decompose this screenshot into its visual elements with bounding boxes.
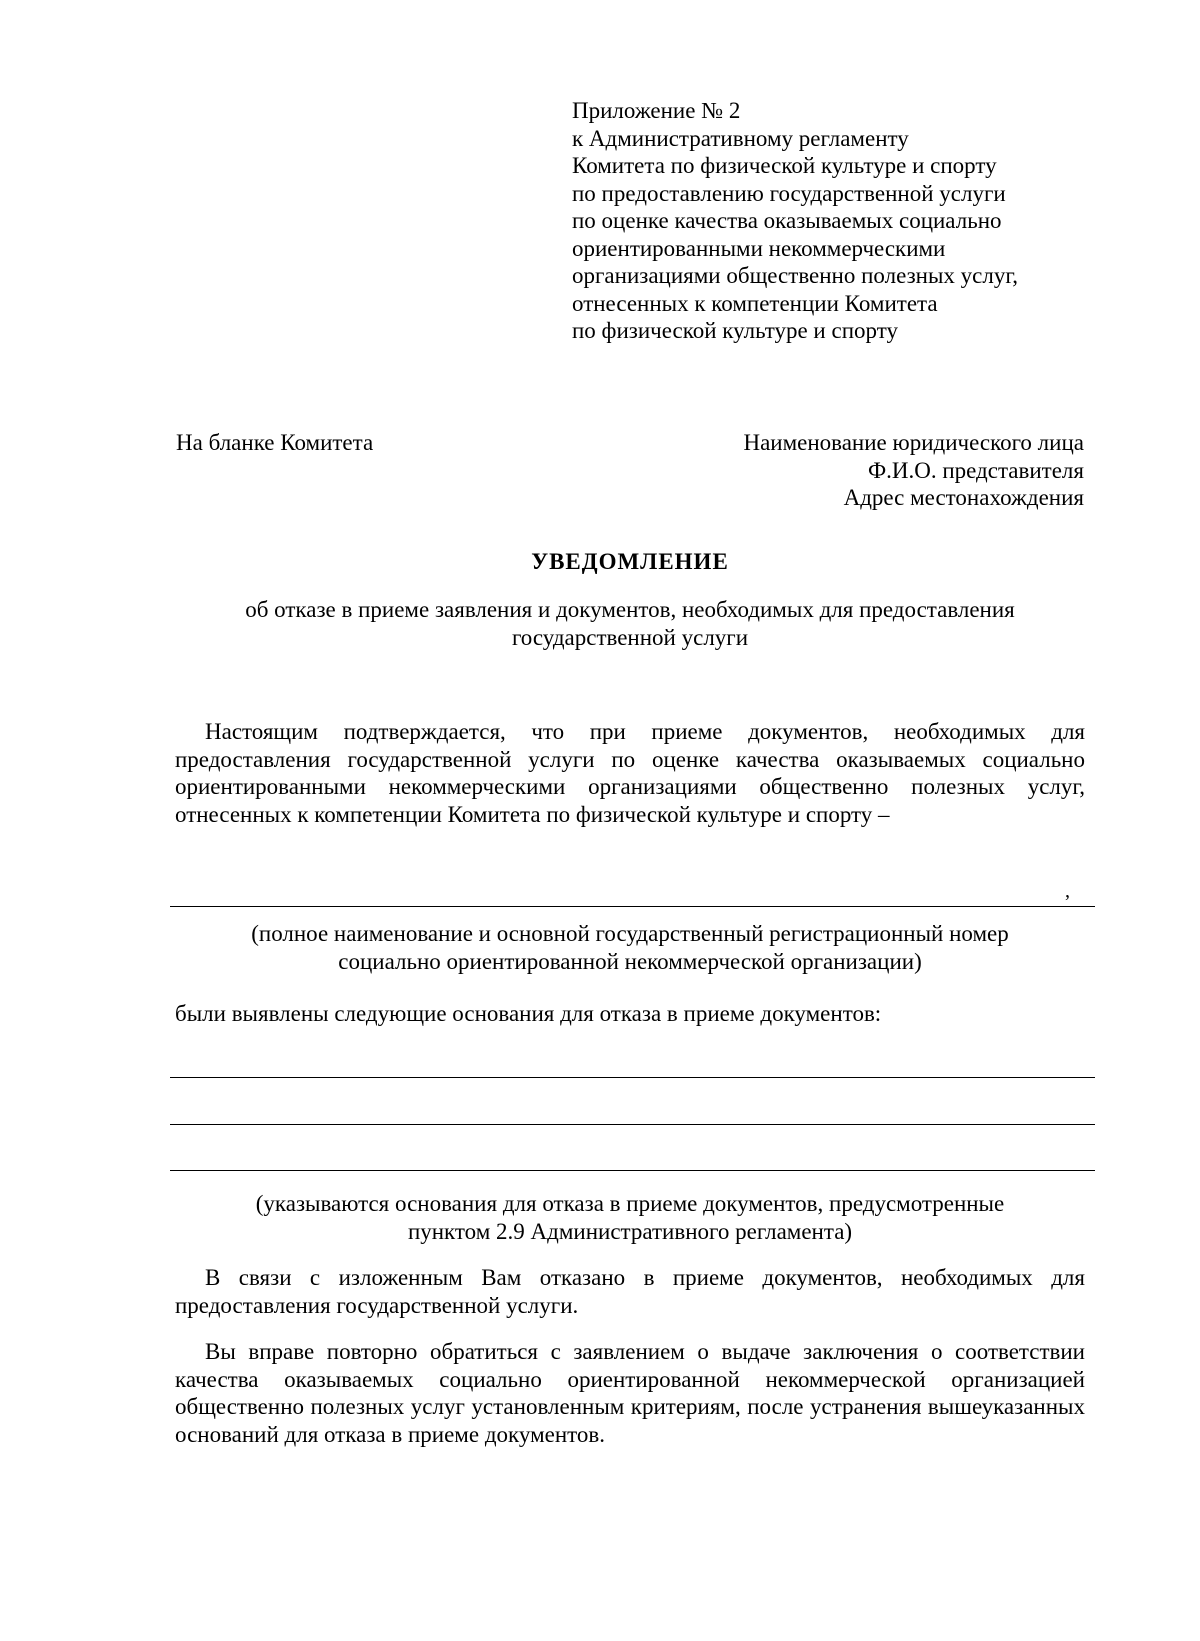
grounds-intro: были выявлены следующие основания для отказа в приеме документов: — [175, 1001, 882, 1026]
hint-line: (указываются основания для отказа в приеме документов, предусмотренные — [255, 1191, 1005, 1216]
grounds-hint — [150, 1190, 1110, 1246]
appendix-line: Приложение № 2 — [572, 98, 741, 123]
appendix-line: ориентированными некоммерческими — [572, 235, 946, 261]
hint-line: (полное наименование и основной государственный регистрационный номер — [251, 921, 1009, 946]
document-subtitle — [200, 596, 1060, 652]
appendix-line: по физической культуре и спорту — [572, 318, 898, 343]
addressee-line: Адрес местонахождения — [843, 485, 1084, 510]
addressee-block — [743, 429, 1084, 512]
subtitle-line: государственной услуги — [511, 625, 749, 650]
appendix-line: к Административному регламенту — [572, 125, 909, 151]
hint-line: пунктом 2.9 Административного регламента) — [407, 1219, 853, 1244]
addressee-line: Наименование юридического лица — [743, 430, 1084, 455]
confirmation-paragraph: Настоящим подтверждается, что при приеме документов, необходимых для предоставления государственной услуги по оценке качества оказываемых социально ориентированными некоммерческими организациями общественно полезных услуг, отнесенных к компетенции Комитета по физической культуре и спорту – — [175, 719, 1085, 827]
subtitle-line: об отказе в приеме заявления и документов, необходимых для предоставления — [245, 597, 1015, 622]
appendix-header — [572, 97, 1018, 345]
appendix-line: организациями общественно полезных услуг, — [572, 263, 1018, 288]
appendix-line: отнесенных к компетенции Комитета — [572, 290, 938, 316]
hint-line: социально ориентированной некоммерческой организации) — [338, 949, 922, 974]
letterhead-note: На бланке Комитета — [176, 430, 374, 455]
document-title: УВЕДОМЛЕНИЕ — [531, 549, 729, 574]
refusal-paragraph: В связи с изложенным Вам отказано в приеме документов, необходимых для предоставления государственной услуги. — [175, 1265, 1085, 1318]
org-name-hint — [150, 920, 1110, 976]
fill-in-line-org-name — [170, 906, 1095, 907]
appendix-line: по оценке качества оказываемых социально — [572, 208, 1002, 233]
line-comma: , — [1065, 880, 1070, 902]
appendix-line: Комитета по физической культуре и спорту — [572, 153, 997, 178]
fill-in-line-grounds — [170, 1077, 1095, 1078]
fill-in-line-grounds — [170, 1170, 1095, 1171]
reapply-paragraph: Вы вправе повторно обратиться с заявлением о выдаче заключения о соответствии качества оказываемых социально ориентированной некоммерческой организацией общественно полезных услуг установленным критериям, после устранения вышеуказанных оснований для отказа в приеме документов. — [175, 1339, 1085, 1447]
fill-in-line-grounds — [170, 1124, 1095, 1125]
appendix-line: по предоставлению государственной услуги — [572, 180, 1006, 206]
addressee-line: Ф.И.О. представителя — [867, 457, 1084, 483]
